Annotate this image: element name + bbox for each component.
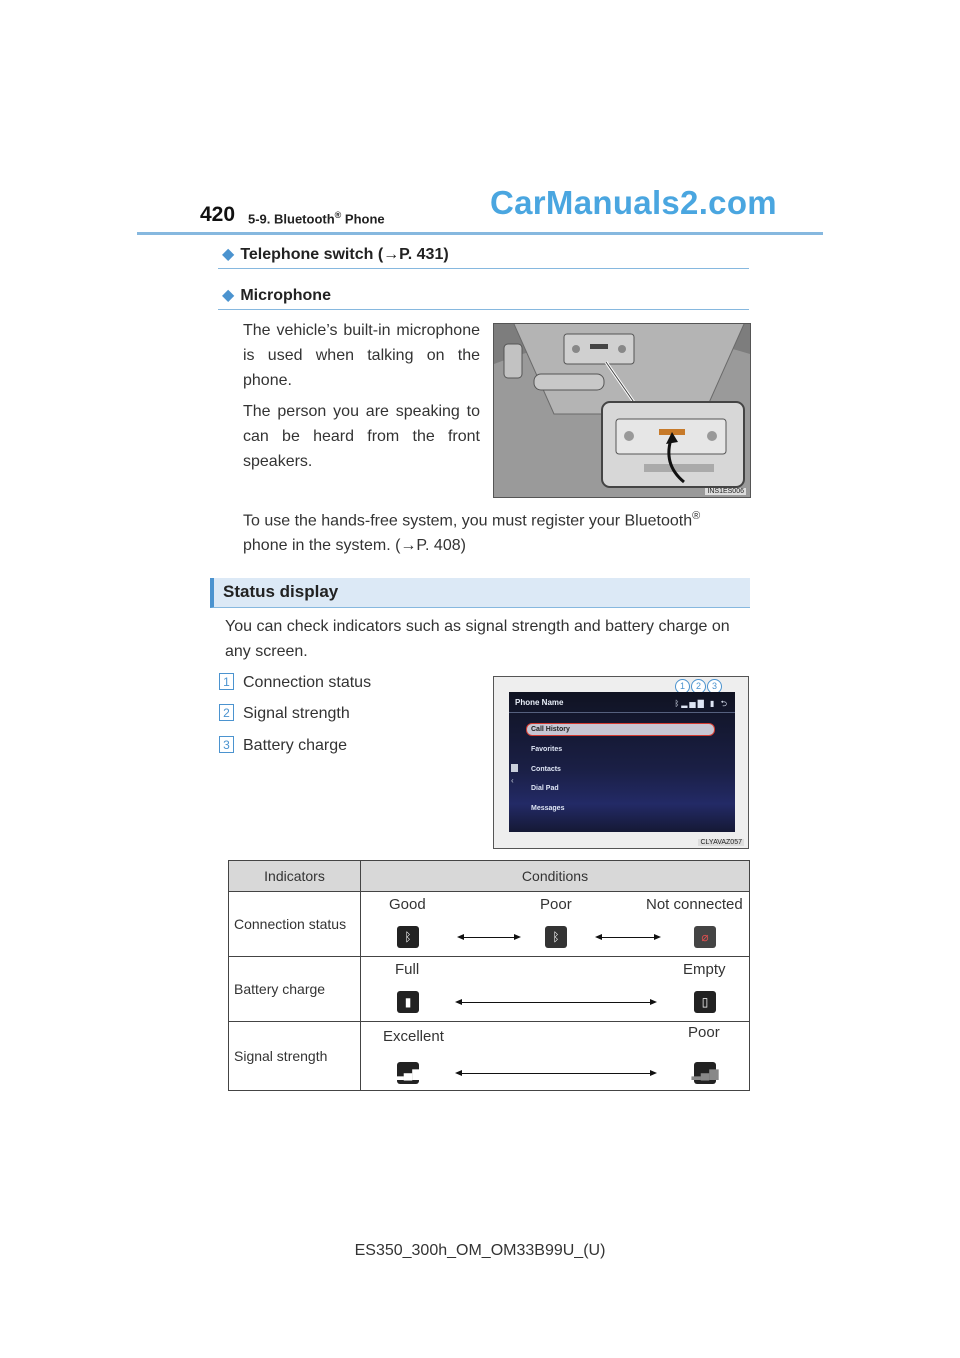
double-arrow [601, 937, 655, 938]
status-display-banner [210, 578, 750, 608]
indicators-table [228, 860, 750, 1091]
header-rule [137, 232, 823, 235]
document-code: ES350_300h_OM_OM33B99U_(U) [354, 1242, 606, 1259]
phone-screen-figure [493, 676, 749, 849]
condition-label: Poor [540, 896, 572, 913]
list-item-battery: Battery charge [243, 737, 348, 754]
table-row [229, 1022, 750, 1091]
watermark: CarManuals2.com [490, 184, 777, 221]
signal-poor-icon: ▂▄▆ [694, 1062, 716, 1084]
status-icons: ᛒ▂▅▇ ▮ ⮌ [674, 699, 729, 708]
microphone-para-3: To use the hands-free system, you must register your Bluetooth® phone in the system. (→P. 408) [243, 510, 701, 555]
list-item-signal: Signal strength [243, 705, 350, 722]
table-header-row [229, 861, 750, 892]
battery-empty-icon: ▯ [694, 991, 716, 1013]
callout-badge: 2 [691, 679, 706, 694]
diamond-icon: ◆ [222, 287, 235, 304]
list-item-connection: Connection status [243, 674, 372, 691]
double-arrow [463, 937, 515, 938]
screen-title: Phone Name [515, 698, 564, 707]
condition-label: Not connected [646, 896, 743, 913]
row-label: Battery charge [229, 957, 361, 1022]
table-header: Indicators [229, 861, 361, 892]
double-arrow [461, 1073, 651, 1074]
headliner-illustration [494, 324, 750, 497]
table-row [229, 892, 750, 957]
telephone-switch-heading: ◆ Telephone switch (→P. 431) [222, 246, 449, 263]
row-label: Signal strength [229, 1022, 361, 1091]
section-title: Status display [223, 582, 339, 601]
chapter-title: 5-9. Bluetooth® Phone [248, 210, 385, 227]
subhead-rule [218, 268, 749, 269]
menu-icon [511, 764, 518, 772]
bluetooth-poor-icon: ᛒ [545, 926, 567, 948]
microphone-para-1: The vehicle’s built-in microphone is used when talking on the phone. [243, 322, 480, 389]
screen-menu-item: Contacts [531, 766, 561, 773]
condition-label: Empty [683, 961, 726, 978]
screen-menu-item: Messages [531, 805, 565, 812]
page-number: 420 [200, 203, 236, 226]
list-number: 3 [219, 736, 234, 753]
signal-excellent-icon: ▂▄▆ [397, 1062, 419, 1084]
table-header: Conditions [361, 861, 750, 892]
battery-full-icon: ▮ [397, 991, 419, 1013]
status-intro: You can check indicators such as signal strength and battery charge on any screen. [225, 618, 730, 660]
phone-screen [509, 692, 735, 832]
condition-label: Full [395, 961, 420, 978]
condition-label: Good [389, 896, 426, 913]
bluetooth-good-icon: ᛒ [397, 926, 419, 948]
screen-divider [509, 712, 735, 713]
figure-code: INS1ES006 [707, 488, 744, 495]
back-arrow-icon: ‹ [511, 776, 514, 785]
screen-menu-item: Call History [531, 726, 570, 733]
callout-badge: 3 [707, 679, 722, 694]
list-number: 2 [219, 704, 234, 721]
row-label: Connection status [229, 892, 361, 957]
subhead-rule [218, 309, 749, 310]
callout-badge: 1 [675, 679, 690, 694]
list-number: 1 [219, 673, 234, 690]
double-arrow [461, 1002, 651, 1003]
condition-label: Excellent [383, 1028, 444, 1045]
microphone-figure [493, 323, 751, 498]
screen-menu-item: Favorites [531, 746, 563, 753]
microphone-heading: ◆ Microphone [222, 287, 331, 304]
diamond-icon: ◆ [222, 246, 235, 263]
bluetooth-not-connected-icon: ⌀ [694, 926, 716, 948]
screen-menu-item: Dial Pad [531, 785, 559, 792]
microphone-para-2: The person you are speaking to can be heard from the front speakers. [243, 403, 480, 470]
condition-label: Poor [688, 1024, 720, 1041]
figure-code: CLYAVAZ057 [700, 839, 742, 846]
table-row [229, 957, 750, 1022]
